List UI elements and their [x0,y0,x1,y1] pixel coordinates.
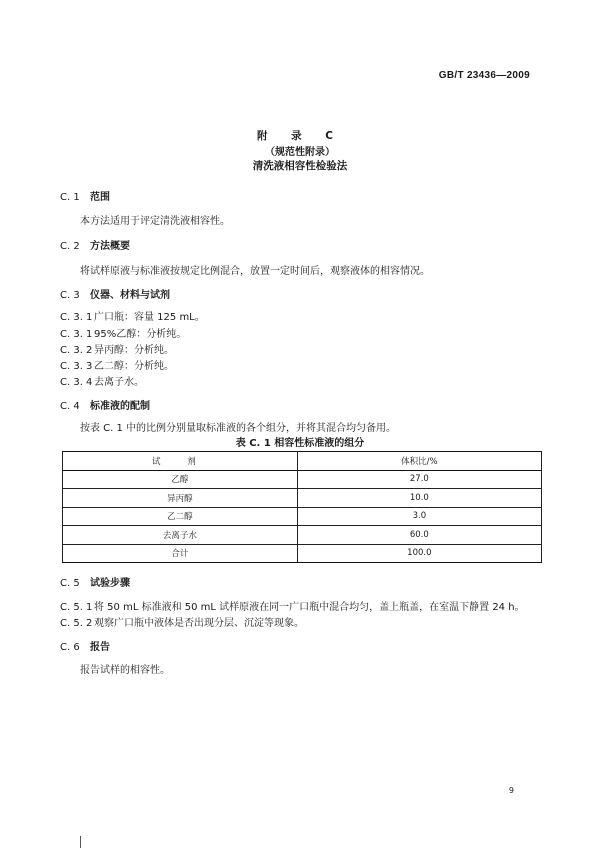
appendix-label: 附 录 C [256,130,344,142]
section-text-c6: 报告试样的相容性。 [80,665,170,676]
list-item: C. 5. 2 观察广口瓶中液体是否出现分层、沉淀等现象。 [60,618,304,629]
section-title: 范围 [90,192,110,203]
binding-edge-mark [80,836,81,848]
section-heading-c4 [60,397,150,412]
table-row [63,526,542,545]
table-cell: 27.0 [297,470,541,489]
table-header-row [63,452,542,471]
appendix-title: 清洗液相容性检验法 [252,160,348,172]
section-number: C. 2 [60,241,80,252]
section-title: 仪器、材料与试剂 [90,290,170,301]
section-number: C. 6 [60,642,80,653]
standard-code: GB/T 23436—2009 [438,70,530,81]
section-heading-c2 [60,237,130,252]
table-cell: 乙二醇 [63,507,298,526]
table-cell: 100.0 [297,544,541,563]
table-row [63,507,542,526]
column-header: 体积比/% [297,452,541,471]
reagent-table [62,451,542,563]
table-cell: 异丙醇 [63,489,298,508]
section-title: 试验步骤 [90,578,130,589]
table-row [63,489,542,508]
table-cell: 乙醇 [63,470,298,489]
table-cell: 60.0 [297,526,541,545]
section-number: C. 3 [60,290,80,301]
table-row [63,544,542,563]
section-title: 方法概要 [90,241,130,252]
appendix-type: （规范性附录） [265,147,335,158]
section-number: C. 4 [60,401,80,412]
section-heading-c6 [60,638,110,653]
section-heading-c1 [60,188,110,203]
list-item: C. 3. 1 广口瓶：容量 125 mL。 [60,312,205,323]
table-cell: 去离子水 [63,526,298,545]
list-item: C. 3. 2 异丙醇：分析纯。 [60,345,174,356]
section-heading-c3 [60,286,170,301]
list-item: C. 3. 3 乙二醇：分析纯。 [60,361,174,372]
table-cell: 10.0 [297,489,541,508]
table-caption: 表 C. 1 相容性标准液的组分 [235,438,365,449]
table-row [63,470,542,489]
table-cell: 3.0 [297,507,541,526]
column-header: 试 剂 [63,452,298,471]
section-text-c2: 将试样原液与标准液按规定比例混合，放置一定时间后，观察液体的相容情况。 [80,266,430,277]
list-item: C. 5. 1 将 50 mL 标准液和 50 mL 试样原液在同一广口瓶中混合均匀，盖上瓶盖，在室温下静置 24 h。 [60,602,525,613]
section-number: C. 1 [60,192,80,203]
list-item: C. 3. 1 95%乙醇：分析纯。 [60,329,187,340]
section-title: 报告 [90,642,110,653]
section-text-c4: 按表 C. 1 中的比例分别量取标准液的各个组分，并将其混合均匀备用。 [80,423,397,434]
section-heading-c5 [60,574,130,589]
section-text-c1: 本方法适用于评定清洗液相容性。 [80,216,230,227]
section-title: 标准液的配制 [90,401,150,412]
table-cell: 合计 [63,544,298,563]
section-number: C. 5 [60,578,80,589]
page-number: 9 [508,786,514,795]
list-item: C. 3. 4 去离子水。 [60,377,144,388]
